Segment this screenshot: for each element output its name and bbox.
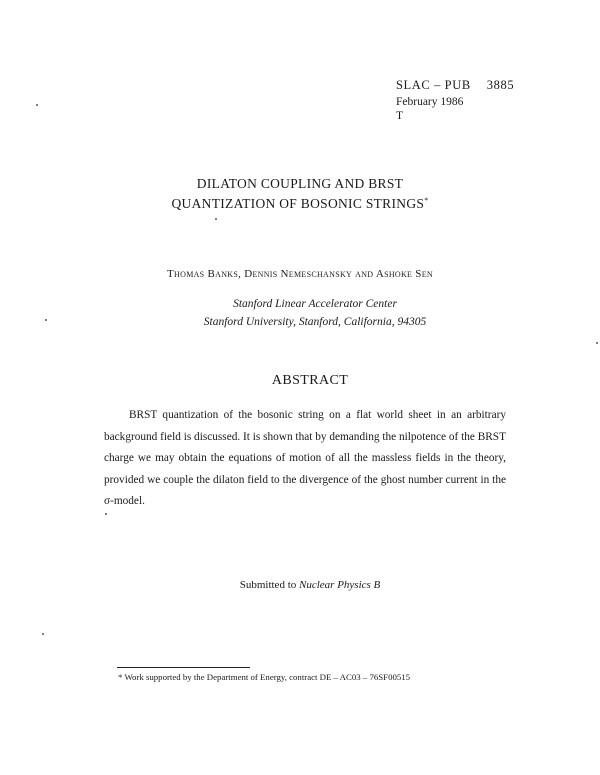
report-code: T (396, 110, 404, 122)
abstract-heading: ABSTRACT (271, 373, 349, 388)
report-id (396, 78, 514, 93)
submission-prefix: Submitted to (239, 579, 297, 591)
authors: Thomas Banks, Dennis Nemeschansky and Ashoke Sen (167, 268, 433, 280)
scan-speck (215, 218, 217, 220)
title-line-1: DILATON COUPLING AND BRST (196, 176, 404, 191)
footnote: * Work supported by the Department of Energy, contract DE – AC03 – 76SF00515 (118, 672, 411, 682)
title-line-2-text: QUANTIZATION OF BOSONIC STRINGS (171, 196, 425, 211)
report-date: February 1986 (396, 96, 464, 108)
scan-speck (36, 104, 38, 106)
scan-speck (596, 342, 598, 344)
scan-speck (45, 319, 47, 321)
scan-speck (105, 513, 107, 515)
submission-note (0, 579, 600, 591)
scan-speck (42, 633, 44, 635)
report-number: 3885 (486, 78, 515, 92)
affiliation-line-1: Stanford Linear Accelerator Center (233, 298, 397, 310)
report-series: SLAC – PUB (396, 78, 471, 92)
title-line-2 (0, 192, 600, 212)
abstract-body: BRST quantization of the bosonic string on a flat world sheet in an arbitrary background field is discussed. It is shown that by demanding the nilpotence of the BRST charge we may obtain the equations of motion of all the massless fields in the theory, provided we couple the dilaton field to the divergence of the ghost number current in the σ-model. (104, 409, 506, 507)
submission-journal: Nuclear Physics B (299, 579, 381, 591)
title-footnote-mark: * (424, 196, 429, 205)
affiliation-line-2: Stanford University, Stanford, California, 94305 (203, 316, 427, 328)
footnote-rule (117, 667, 250, 668)
